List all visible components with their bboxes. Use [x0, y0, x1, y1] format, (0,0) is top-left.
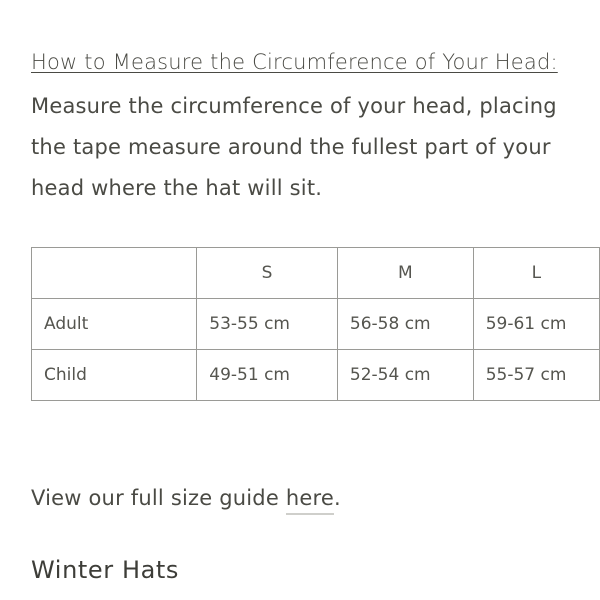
table-header-m: M	[337, 248, 473, 299]
size-guide-prefix: View our full size guide	[31, 486, 286, 510]
table-header-s: S	[197, 248, 338, 299]
table-header-l: L	[473, 248, 599, 299]
table-header-empty	[32, 248, 197, 299]
child-m-value: 52-54 cm	[337, 350, 473, 401]
child-s-value: 49-51 cm	[197, 350, 338, 401]
size-guide-line	[31, 481, 341, 515]
size-table	[31, 247, 600, 401]
measure-heading: How to Measure the Circumference of Your Head:	[31, 50, 558, 74]
row-label-child: Child	[32, 350, 197, 401]
row-label-adult: Adult	[32, 299, 197, 350]
adult-l-value: 59-61 cm	[473, 299, 599, 350]
table-row	[32, 350, 600, 401]
adult-m-value: 56-58 cm	[337, 299, 473, 350]
measure-instructions: Measure the circumference of your head, placing the tape measure around the fullest part of your head where the hat will sit.	[31, 94, 557, 200]
child-l-value: 55-57 cm	[473, 350, 599, 401]
adult-s-value: 53-55 cm	[197, 299, 338, 350]
section-title-winter-hats: Winter Hats	[31, 556, 180, 584]
size-guide-link[interactable]: here	[286, 486, 334, 515]
table-header-row	[32, 248, 600, 299]
table-row	[32, 299, 600, 350]
size-guide-suffix: .	[333, 486, 341, 510]
